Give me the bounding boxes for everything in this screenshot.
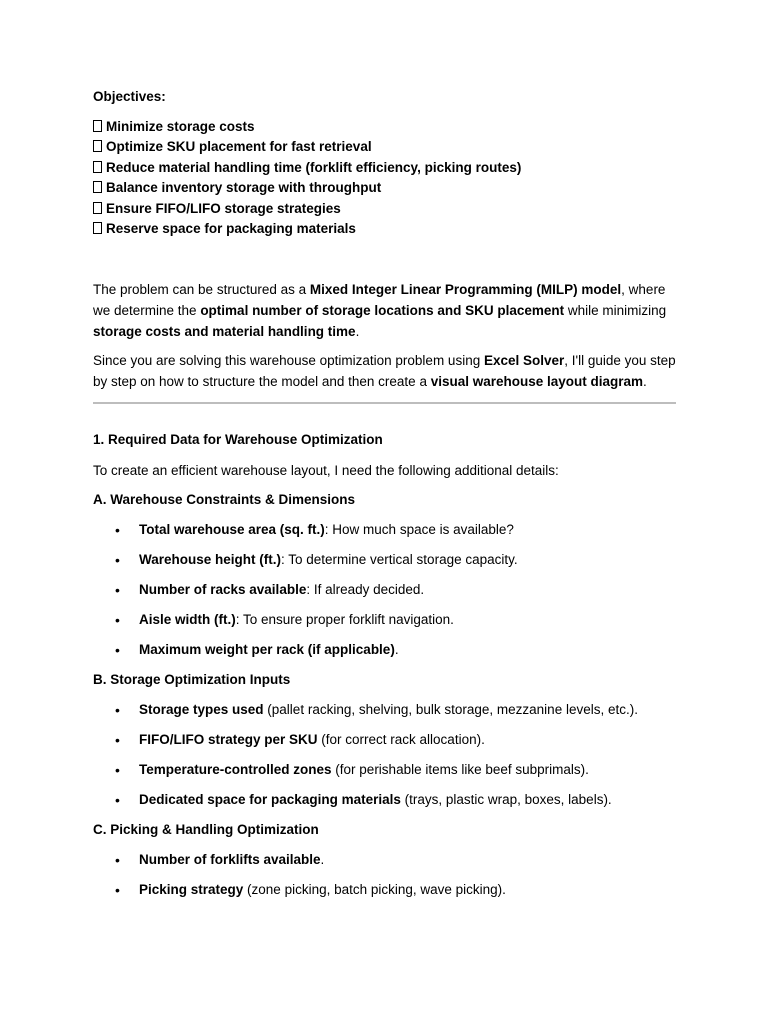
subsection-a-heading: A. Warehouse Constraints & Dimensions [93,492,356,508]
objectives-list [93,117,676,239]
objective-item: Balance inventory storage with throughput [93,178,676,198]
missing-glyph-box-icon [93,140,102,152]
section-1-intro: To create an efficient warehouse layout, I need the following additional details: [93,463,559,479]
list-item: • Picking strategy (zone picking, batch picking, wave picking). [93,880,676,900]
objective-item: Reduce material handling time (forklift efficiency, picking routes) [93,158,676,178]
missing-glyph-box-icon [93,120,102,132]
objective-item: Optimize SKU placement for fast retrieval [93,137,676,157]
missing-glyph-box-icon [93,202,102,214]
subsection-a-list [93,520,676,660]
list-item: • Total warehouse area (sq. ft.): How much space is available? [93,520,676,540]
missing-glyph-box-icon [93,181,102,193]
horizontal-divider [93,402,676,404]
document-content [93,87,676,900]
missing-glyph-box-icon [93,161,102,173]
objective-item: Reserve space for packaging materials [93,219,676,239]
objective-item: Ensure FIFO/LIFO storage strategies [93,199,676,219]
missing-glyph-box-icon [93,222,102,234]
list-item: • FIFO/LIFO strategy per SKU (for correct rack allocation). [93,730,676,750]
subsection-b-list [93,700,676,810]
list-item: • Storage types used (pallet racking, shelving, bulk storage, mezzanine levels, etc.). [93,700,676,720]
list-item: • Warehouse height (ft.): To determine vertical storage capacity. [93,550,676,570]
objective-item: Minimize storage costs [93,117,676,137]
list-item: • Temperature-controlled zones (for perishable items like beef subprimals). [93,760,676,780]
list-item: • Dedicated space for packaging materials (trays, plastic wrap, boxes, labels). [93,790,676,810]
list-item: • Number of racks available: If already decided. [93,580,676,600]
section-1-heading: 1. Required Data for Warehouse Optimization [93,432,383,448]
list-item: • Aisle width (ft.): To ensure proper forklift navigation. [93,610,676,630]
list-item: • Number of forklifts available. [93,850,676,870]
subsection-c-heading: C. Picking & Handling Optimization [93,822,319,838]
subsection-b-heading: B. Storage Optimization Inputs [93,672,291,688]
intro-paragraph-solver: Since you are solving this warehouse optimization problem using Excel Solver, I'll guide you step by step on how to structure the model and then create a visual warehouse layout diagram. [93,353,676,390]
objectives-heading: Objectives: [93,89,166,104]
list-item: • Maximum weight per rack (if applicable). [93,640,676,660]
intro-paragraph-milp: The problem can be structured as a Mixed Integer Linear Programming (MILP) model, where we determine the optimal number of storage locations and SKU placement while minimizing storage costs and material handling time. [93,282,667,340]
subsection-c-list [93,850,676,900]
